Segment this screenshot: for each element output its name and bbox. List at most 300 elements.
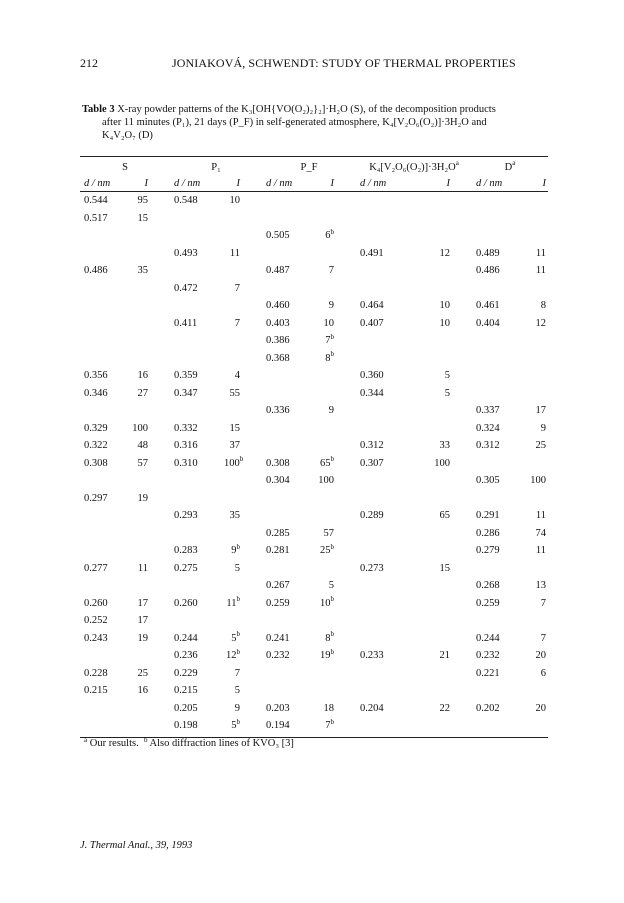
cell-i bbox=[434, 507, 472, 525]
cell-i bbox=[434, 192, 472, 210]
cell-d bbox=[80, 560, 132, 578]
cell-value: 11 bbox=[229, 247, 241, 259]
cell-i bbox=[434, 472, 472, 490]
cell-d bbox=[472, 665, 522, 683]
cell-d bbox=[80, 630, 132, 648]
cell-value: 0.285 bbox=[266, 527, 290, 539]
cell-d bbox=[170, 280, 224, 298]
cell-value: 0.491 bbox=[360, 247, 384, 259]
cell-value: 0.517 bbox=[84, 212, 108, 224]
cell-value: 57 bbox=[323, 527, 335, 539]
cell-d bbox=[170, 332, 224, 350]
table-row bbox=[80, 595, 548, 613]
cell-value: 0.305 bbox=[476, 475, 500, 487]
cell-value: 0.304 bbox=[266, 475, 290, 487]
cell-d bbox=[356, 717, 434, 735]
cell-d bbox=[472, 192, 522, 210]
cell-d bbox=[170, 472, 224, 490]
cell-value: 7 bbox=[540, 632, 547, 644]
cell-d bbox=[262, 315, 316, 333]
subheader-i: I bbox=[542, 178, 547, 189]
cell-value: 20 bbox=[535, 650, 547, 662]
cell-d bbox=[262, 630, 316, 648]
cell-i bbox=[132, 210, 170, 228]
cell-value: 74 bbox=[535, 527, 547, 539]
cell-i bbox=[132, 612, 170, 630]
cell-i bbox=[132, 227, 170, 245]
cell-d bbox=[170, 262, 224, 280]
cell-value: 15 bbox=[229, 422, 241, 434]
cell-i bbox=[132, 682, 170, 700]
table-row bbox=[80, 542, 548, 560]
cell-i bbox=[522, 630, 548, 648]
caption-line-1: X-ray powder patterns of the K₃[OH{VO(O₂)₂}₂]·H₂O (S), of the decomposition products bbox=[117, 104, 496, 115]
cell-i bbox=[434, 682, 472, 700]
subheader-d: d / nm bbox=[476, 178, 503, 189]
cell-value: 7 bbox=[325, 335, 331, 347]
subheader-i: I bbox=[236, 178, 241, 189]
cell-value: 18 bbox=[323, 702, 335, 714]
cell-value: 0.486 bbox=[476, 265, 500, 277]
group-header-2 bbox=[262, 160, 356, 176]
cell-value: 0.403 bbox=[266, 317, 290, 329]
cell-value: 0.252 bbox=[84, 615, 108, 627]
cell-value: 0.259 bbox=[476, 597, 500, 609]
cell-d bbox=[80, 577, 132, 595]
cell-i bbox=[522, 595, 548, 613]
cell-d bbox=[472, 455, 522, 473]
table-row bbox=[80, 227, 548, 245]
footnote-a-mark: a bbox=[84, 735, 88, 744]
cell-d bbox=[472, 630, 522, 648]
cell-i bbox=[224, 297, 262, 315]
cell-d bbox=[262, 227, 316, 245]
cell-footnote-mark: b bbox=[330, 227, 335, 236]
cell-i bbox=[132, 280, 170, 298]
cell-d bbox=[472, 367, 522, 385]
cell-value: 7 bbox=[234, 667, 241, 679]
cell-value: 5 bbox=[444, 387, 451, 399]
cell-i bbox=[132, 472, 170, 490]
cell-value: 0.198 bbox=[174, 720, 198, 732]
journal-citation: J. Thermal Anal., 39, 1993 bbox=[80, 840, 193, 851]
cell-value: 0.297 bbox=[84, 492, 108, 504]
cell-i bbox=[132, 665, 170, 683]
cell-d bbox=[170, 682, 224, 700]
cell-i bbox=[132, 630, 170, 648]
cell-value: 0.268 bbox=[476, 580, 500, 592]
cell-d bbox=[80, 227, 132, 245]
cell-value: 55 bbox=[229, 387, 241, 399]
cell-i bbox=[132, 577, 170, 595]
cell-d bbox=[262, 245, 316, 263]
cell-value: 100 bbox=[132, 422, 148, 434]
cell-d bbox=[472, 280, 522, 298]
cell-value: 21 bbox=[439, 650, 451, 662]
cell-d bbox=[262, 717, 316, 735]
cell-value: 0.259 bbox=[266, 597, 290, 609]
cell-i bbox=[224, 350, 262, 368]
cell-d bbox=[80, 525, 132, 543]
cell-i bbox=[434, 630, 472, 648]
subheader-i: I bbox=[446, 178, 451, 189]
table-row bbox=[80, 507, 548, 525]
cell-value: 0.324 bbox=[476, 422, 500, 434]
cell-value: 15 bbox=[439, 562, 451, 574]
group-header-3 bbox=[356, 160, 472, 176]
cell-d bbox=[80, 700, 132, 718]
cell-footnote-mark: b bbox=[330, 542, 335, 551]
table-row bbox=[80, 717, 548, 735]
cell-value: 37 bbox=[229, 440, 241, 452]
cell-value: 8 bbox=[540, 300, 547, 312]
cell-d bbox=[262, 577, 316, 595]
cell-d bbox=[472, 595, 522, 613]
cell-i bbox=[434, 647, 472, 665]
cell-d bbox=[356, 227, 434, 245]
cell-footnote-mark: b bbox=[236, 717, 241, 726]
cell-d bbox=[80, 542, 132, 560]
cell-i bbox=[522, 717, 548, 735]
cell-i bbox=[224, 682, 262, 700]
cell-i bbox=[224, 542, 262, 560]
cell-d bbox=[262, 595, 316, 613]
cell-d bbox=[170, 717, 224, 735]
cell-i bbox=[224, 455, 262, 473]
table-row bbox=[80, 490, 548, 508]
cell-value: 10 bbox=[320, 597, 331, 609]
cell-d bbox=[472, 490, 522, 508]
cell-value: 19 bbox=[137, 492, 148, 504]
cell-i bbox=[224, 385, 262, 403]
cell-i bbox=[132, 525, 170, 543]
cell-i bbox=[316, 472, 356, 490]
cell-i bbox=[434, 420, 472, 438]
cell-d bbox=[356, 665, 434, 683]
cell-value: 0.464 bbox=[360, 300, 384, 312]
cell-value: 27 bbox=[137, 387, 148, 399]
cell-i bbox=[522, 507, 548, 525]
cell-value: 8 bbox=[325, 632, 331, 644]
cell-value: 12 bbox=[535, 317, 547, 329]
cell-i bbox=[224, 315, 262, 333]
table-row bbox=[80, 385, 548, 403]
group-header-row bbox=[80, 160, 548, 176]
cell-i bbox=[522, 402, 548, 420]
group-label: S bbox=[122, 161, 128, 173]
cell-i bbox=[522, 350, 548, 368]
cell-value: 0.283 bbox=[174, 545, 198, 557]
cell-i bbox=[316, 210, 356, 228]
cell-value: 0.275 bbox=[174, 562, 198, 574]
cell-i bbox=[434, 542, 472, 560]
cell-value: 0.461 bbox=[476, 300, 500, 312]
cell-value: 0.486 bbox=[84, 265, 108, 277]
cell-value: 0.289 bbox=[360, 510, 384, 522]
cell-d bbox=[80, 437, 132, 455]
cell-value: 0.329 bbox=[84, 422, 108, 434]
cell-d bbox=[170, 367, 224, 385]
cell-value: 0.273 bbox=[360, 562, 384, 574]
table-row bbox=[80, 525, 548, 543]
cell-value: 0.368 bbox=[266, 352, 290, 364]
cell-i bbox=[224, 525, 262, 543]
group-label: P₁ bbox=[211, 161, 221, 173]
cell-value: 0.336 bbox=[266, 405, 290, 417]
group-footnote-mark: a bbox=[512, 159, 516, 167]
cell-i bbox=[316, 490, 356, 508]
cell-d bbox=[170, 507, 224, 525]
cell-i bbox=[316, 630, 356, 648]
cell-footnote-mark: b bbox=[236, 595, 241, 604]
table-row bbox=[80, 402, 548, 420]
cell-d bbox=[170, 385, 224, 403]
cell-i bbox=[522, 245, 548, 263]
cell-i bbox=[522, 385, 548, 403]
cell-i bbox=[522, 490, 548, 508]
cell-i bbox=[434, 577, 472, 595]
cell-value: 0.356 bbox=[84, 370, 108, 382]
cell-d bbox=[356, 490, 434, 508]
cell-i bbox=[132, 542, 170, 560]
cell-value: 25 bbox=[535, 440, 547, 452]
cell-i bbox=[132, 595, 170, 613]
cell-value: 0.279 bbox=[476, 545, 500, 557]
cell-i bbox=[522, 472, 548, 490]
cell-value: 0.221 bbox=[476, 667, 500, 679]
cell-d bbox=[262, 192, 316, 210]
cell-d bbox=[170, 647, 224, 665]
cell-d bbox=[80, 192, 132, 210]
cell-d bbox=[262, 280, 316, 298]
table-row bbox=[80, 420, 548, 438]
cell-d bbox=[170, 560, 224, 578]
cell-value: 16 bbox=[137, 370, 148, 382]
cell-i bbox=[132, 192, 170, 210]
cell-value: 5 bbox=[444, 370, 451, 382]
cell-d bbox=[472, 682, 522, 700]
cell-value: 0.493 bbox=[174, 247, 198, 259]
cell-d bbox=[262, 332, 316, 350]
cell-value: 7 bbox=[234, 317, 241, 329]
group-footnote-mark: a bbox=[455, 159, 459, 167]
cell-i bbox=[224, 560, 262, 578]
table-caption bbox=[82, 103, 552, 142]
cell-i bbox=[316, 192, 356, 210]
cell-value: 0.244 bbox=[174, 632, 198, 644]
cell-i bbox=[434, 367, 472, 385]
cell-i bbox=[316, 350, 356, 368]
table-row bbox=[80, 280, 548, 298]
cell-d bbox=[262, 437, 316, 455]
cell-value: 0.241 bbox=[266, 632, 290, 644]
cell-i bbox=[522, 420, 548, 438]
cell-i bbox=[434, 455, 472, 473]
cell-i bbox=[132, 385, 170, 403]
cell-value: 0.229 bbox=[174, 667, 198, 679]
cell-d bbox=[170, 350, 224, 368]
cell-i bbox=[224, 332, 262, 350]
cell-value: 13 bbox=[535, 580, 547, 592]
cell-i bbox=[316, 227, 356, 245]
cell-d bbox=[356, 700, 434, 718]
cell-value: 19 bbox=[137, 632, 148, 644]
cell-i bbox=[522, 455, 548, 473]
cell-d bbox=[170, 542, 224, 560]
cell-i bbox=[522, 332, 548, 350]
cell-d bbox=[356, 192, 434, 210]
cell-i bbox=[224, 210, 262, 228]
cell-d bbox=[472, 297, 522, 315]
cell-d bbox=[356, 455, 434, 473]
cell-d bbox=[472, 227, 522, 245]
cell-value: 4 bbox=[234, 370, 241, 382]
cell-footnote-mark: b bbox=[330, 717, 335, 726]
cell-value: 17 bbox=[137, 615, 148, 627]
cell-d bbox=[356, 595, 434, 613]
cell-i bbox=[132, 367, 170, 385]
cell-d bbox=[80, 332, 132, 350]
cell-i bbox=[224, 630, 262, 648]
cell-value: 11 bbox=[137, 562, 148, 574]
table-row bbox=[80, 245, 548, 263]
cell-i bbox=[316, 612, 356, 630]
cell-d bbox=[170, 455, 224, 473]
table-row bbox=[80, 315, 548, 333]
cell-value: 0.202 bbox=[476, 702, 500, 714]
table-row bbox=[80, 192, 548, 210]
cell-i bbox=[522, 525, 548, 543]
cell-value: 0.359 bbox=[174, 370, 198, 382]
cell-i bbox=[316, 647, 356, 665]
cell-value: 0.232 bbox=[476, 650, 500, 662]
cell-value: 15 bbox=[137, 212, 148, 224]
cell-d bbox=[262, 542, 316, 560]
cell-i bbox=[434, 297, 472, 315]
caption-line-2: after 11 minutes (P₁), 21 days (P_F) in self-generated atmosphere, K₄[V₂O₆(O₂)]·3H₂O and bbox=[102, 117, 487, 128]
cell-d bbox=[170, 192, 224, 210]
cell-d bbox=[472, 560, 522, 578]
cell-footnote-mark: b bbox=[330, 455, 335, 464]
cell-i bbox=[132, 420, 170, 438]
cell-value: 0.243 bbox=[84, 632, 108, 644]
caption-line-3: K₄V₂O₇ (D) bbox=[102, 130, 153, 141]
cell-value: 25 bbox=[320, 545, 331, 557]
cell-d bbox=[472, 542, 522, 560]
cell-value: 0.286 bbox=[476, 527, 500, 539]
cell-d bbox=[356, 525, 434, 543]
cell-i bbox=[132, 455, 170, 473]
cell-d bbox=[262, 262, 316, 280]
cell-value: 0.260 bbox=[174, 597, 198, 609]
table-row bbox=[80, 297, 548, 315]
subheader-d: d / nm bbox=[174, 178, 201, 189]
cell-value: 0.203 bbox=[266, 702, 290, 714]
cell-value: 0.386 bbox=[266, 335, 290, 347]
cell-i bbox=[224, 717, 262, 735]
cell-i bbox=[522, 647, 548, 665]
cell-d bbox=[170, 577, 224, 595]
table-row bbox=[80, 472, 548, 490]
cell-i bbox=[434, 385, 472, 403]
cell-d bbox=[472, 472, 522, 490]
cell-i bbox=[132, 297, 170, 315]
cell-i bbox=[224, 367, 262, 385]
cell-value: 0.228 bbox=[84, 667, 108, 679]
cell-i bbox=[224, 227, 262, 245]
cell-i bbox=[316, 385, 356, 403]
table-top-rule bbox=[80, 156, 548, 157]
cell-value: 0.489 bbox=[476, 247, 500, 259]
cell-d bbox=[472, 612, 522, 630]
cell-d bbox=[170, 402, 224, 420]
cell-d bbox=[80, 402, 132, 420]
cell-i bbox=[132, 647, 170, 665]
cell-i bbox=[132, 350, 170, 368]
cell-d bbox=[472, 525, 522, 543]
cell-d bbox=[472, 402, 522, 420]
cell-value: 0.312 bbox=[360, 440, 384, 452]
cell-i bbox=[522, 612, 548, 630]
cell-d bbox=[80, 595, 132, 613]
cell-d bbox=[80, 280, 132, 298]
cell-footnote-mark: b bbox=[236, 542, 241, 551]
cell-d bbox=[262, 455, 316, 473]
cell-i bbox=[316, 245, 356, 263]
subheader-d: d / nm bbox=[266, 178, 293, 189]
cell-i bbox=[434, 717, 472, 735]
cell-d bbox=[262, 420, 316, 438]
cell-value: 6 bbox=[325, 230, 331, 242]
cell-value: 100 bbox=[434, 457, 451, 469]
cell-d bbox=[170, 490, 224, 508]
cell-value: 10 bbox=[439, 300, 451, 312]
subheader-d: d / nm bbox=[360, 178, 387, 189]
cell-value: 0.308 bbox=[266, 457, 290, 469]
cell-i bbox=[132, 717, 170, 735]
cell-value: 0.411 bbox=[174, 317, 198, 329]
cell-value: 0.267 bbox=[266, 580, 290, 592]
cell-i bbox=[132, 507, 170, 525]
cell-i bbox=[316, 455, 356, 473]
cell-value: 0.337 bbox=[476, 405, 500, 417]
cell-value: 16 bbox=[137, 685, 148, 697]
cell-value: 0.312 bbox=[476, 440, 500, 452]
cell-value: 0.281 bbox=[266, 545, 290, 557]
cell-footnote-mark: b bbox=[330, 350, 335, 359]
cell-value: 0.322 bbox=[84, 440, 108, 452]
cell-i bbox=[132, 700, 170, 718]
cell-value: 11 bbox=[535, 247, 547, 259]
cell-i bbox=[522, 315, 548, 333]
cell-value: 95 bbox=[137, 195, 148, 207]
cell-value: 9 bbox=[540, 422, 547, 434]
cell-d bbox=[472, 647, 522, 665]
cell-d bbox=[356, 367, 434, 385]
cell-d bbox=[262, 525, 316, 543]
cell-d bbox=[356, 647, 434, 665]
cell-d bbox=[472, 385, 522, 403]
cell-value: 22 bbox=[439, 702, 451, 714]
cell-value: 0.332 bbox=[174, 422, 198, 434]
table-row bbox=[80, 367, 548, 385]
cell-d bbox=[80, 507, 132, 525]
cell-d bbox=[356, 385, 434, 403]
cell-i bbox=[316, 297, 356, 315]
cell-i bbox=[316, 717, 356, 735]
cell-i bbox=[434, 490, 472, 508]
cell-value: 17 bbox=[535, 405, 547, 417]
